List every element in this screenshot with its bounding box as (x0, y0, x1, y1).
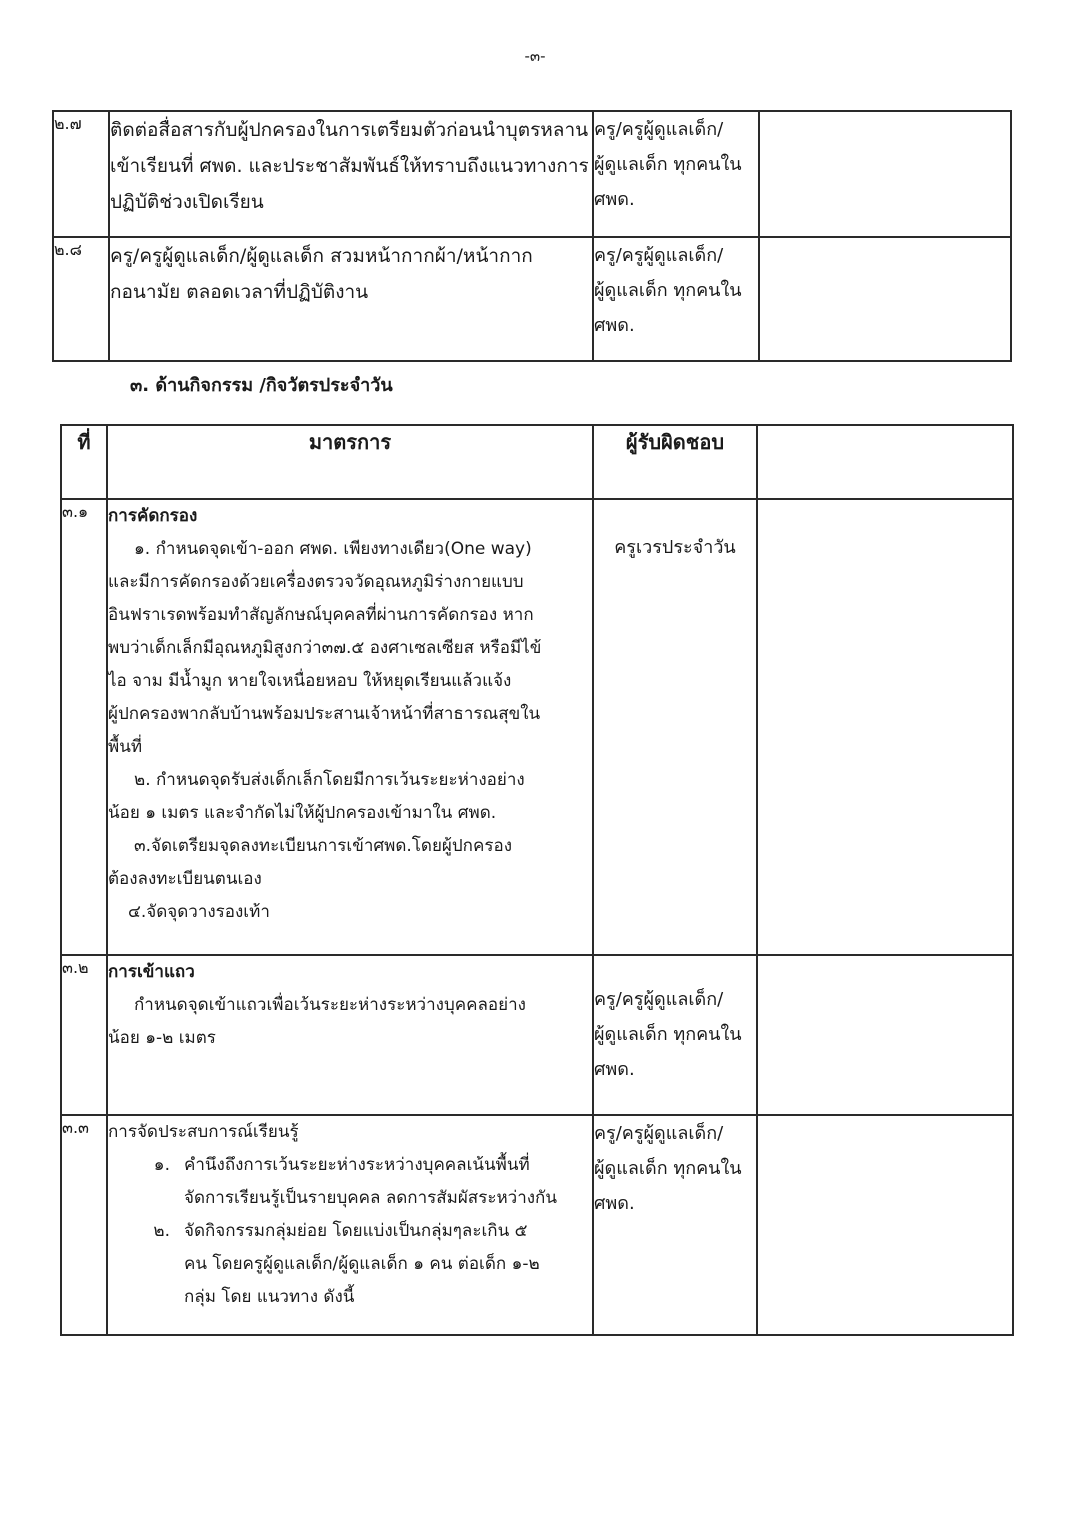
row-number: ๒.๗ (53, 111, 109, 237)
measure-line: น้อย ๑-๒ เมตร (108, 1028, 216, 1048)
measure-line: จัดการเรียนรู้เป็นรายบุคคล ลดการสัมผัสระหว่างกัน (184, 1188, 557, 1208)
responsible-line: ครู/ครูผู้ดูแลเด็ก/ (594, 1123, 724, 1144)
measure-line: กอนามัย ตลอดเวลาที่ปฏิบัติงาน (110, 281, 369, 303)
row-number: ๓.๓ (61, 1115, 107, 1335)
activity-measures-table (60, 424, 1014, 1336)
responsible-line: ศพด. (594, 315, 635, 336)
measure-line: พื้นที่ (108, 737, 143, 757)
list-marker: ๒. (153, 1221, 170, 1241)
list-item (108, 1215, 592, 1314)
responsible-line: ศพด. (594, 1193, 635, 1214)
measure-line: ๔.จัดจุดวางรองเท้า (128, 902, 270, 922)
measure-line: คำนึงถึงการเว้นระยะห่างระหว่างบุคคลเน้นพื้นที่ (184, 1155, 530, 1175)
measure-line: ๒. กำหนดจุดรับส่งเด็กเล็กโดยมีการเว้นระยะห่างอย่าง (134, 770, 525, 790)
measure-line: จัดกิจกรรมกลุ่มย่อย โดยแบ่งเป็นกลุ่มๆละเกิน ๕ (184, 1221, 528, 1241)
responsible-line: ศพด. (594, 1059, 635, 1080)
responsible-cell (593, 499, 757, 955)
measure-line: เข้าเรียนที่ ศพด. และประชาสัมพันธ์ให้ทราบถึงแนวทางการ (110, 155, 589, 177)
measure-cell (109, 237, 593, 361)
table-row (53, 237, 1011, 361)
responsible-line: ผู้ดูแลเด็ก ทุกคนใน (594, 154, 742, 175)
empty-cell (757, 1115, 1013, 1335)
section-title: ๓. ด้านกิจกรรม /กิจวัตรประจำวัน (130, 375, 393, 396)
measure-line: ปฏิบัติช่วงเปิดเรียน (110, 191, 264, 213)
table-row (61, 955, 1013, 1115)
row-number: ๒.๘ (53, 237, 109, 361)
measure-line: ครู/ครูผู้ดูแลเด็ก/ผู้ดูแลเด็ก สวมหน้ากากผ้า/หน้ากาก (110, 245, 533, 267)
measure-line: น้อย ๑ เมตร และจำกัดไม่ให้ผู้ปกครองเข้ามาใน ศพด. (108, 803, 497, 823)
measure-heading: การเข้าแถว (108, 962, 195, 982)
table-row (53, 111, 1011, 237)
measure-line: ต้องลงทะเบียนตนเอง (108, 869, 262, 889)
measure-line: พบว่าเด็กเล็กมีอุณหภูมิสูงกว่า๓๗.๕ องศาเซลเซียส หรือมีไข้ (108, 638, 542, 658)
measure-line: กำหนดจุดเข้าแถวเพื่อเว้นระยะห่างระหว่างบุคคลอย่าง (134, 995, 526, 1015)
measure-cell (107, 955, 593, 1115)
empty-cell (757, 425, 1013, 499)
responsible-line: ผู้ดูแลเด็ก ทุกคนใน (594, 1024, 742, 1045)
responsible-cell (593, 955, 757, 1115)
measure-cell (107, 1115, 593, 1335)
header-row (61, 425, 1013, 499)
empty-cell (759, 237, 1011, 361)
table-row (61, 1115, 1013, 1335)
measure-line: ไอ จาม มีน้ำมูก หายใจเหนื่อยหอบ ให้หยุดเรียนแล้วแจ้ง (108, 671, 512, 691)
responsible-line: ครู/ครูผู้ดูแลเด็ก/ (594, 245, 724, 266)
responsible-line: ศพด. (594, 189, 635, 210)
header-responsible: ผู้รับผิดชอบ (593, 425, 757, 499)
top-measures-table (52, 110, 1012, 362)
measure-line: ติดต่อสื่อสารกับผู้ปกครองในการเตรียมตัวก่อนนำบุตรหลาน (110, 119, 589, 141)
empty-cell (757, 499, 1013, 955)
measure-line: และมีการคัดกรองด้วยเครื่องตรวจวัดอุณหภูมิร่างกายแบบ (108, 572, 524, 592)
responsible-line: ผู้ดูแลเด็ก ทุกคนใน (594, 1158, 742, 1179)
page-number: -๓- (524, 47, 546, 65)
measure-cell (109, 111, 593, 237)
header-no: ที่ (61, 425, 107, 499)
measure-line: ๑. กำหนดจุดเข้า-ออก ศพด. เพียงทางเดียว(One way) (134, 539, 532, 559)
measure-line: ๓.จัดเตรียมจุดลงทะเบียนการเข้าศพด.โดยผู้ปกครอง (134, 836, 512, 856)
list-item (108, 1149, 592, 1215)
row-number: ๓.๑ (61, 499, 107, 955)
measure-heading: การจัดประสบการณ์เรียนรู้ (108, 1122, 299, 1142)
header-measure: มาตรการ (107, 425, 593, 499)
empty-cell (757, 955, 1013, 1115)
measure-line: คน โดยครูผู้ดูแลเด็ก/ผู้ดูแลเด็ก ๑ คน ต่อเด็ก ๑-๒ (184, 1254, 540, 1274)
empty-cell (759, 111, 1011, 237)
measure-heading: การคัดกรอง (108, 506, 198, 526)
measure-line: ผู้ปกครองพากลับบ้านพร้อมประสานเจ้าหน้าที่สาธารณสุขใน (108, 704, 541, 724)
responsible-cell (593, 111, 759, 237)
measure-line: กลุ่ม โดย แนวทาง ดังนี้ (184, 1287, 355, 1307)
table-row (61, 499, 1013, 955)
responsible-line: ครูเวรประจำวัน (614, 537, 736, 558)
responsible-cell (593, 237, 759, 361)
list-marker: ๑. (153, 1155, 170, 1175)
row-number: ๓.๒ (61, 955, 107, 1115)
measure-line: อินฟราเรดพร้อมทำสัญลักษณ์บุคคลที่ผ่านการคัดกรอง หาก (108, 605, 534, 625)
responsible-line: ครู/ครูผู้ดูแลเด็ก/ (594, 989, 724, 1010)
responsible-line: ครู/ครูผู้ดูแลเด็ก/ (594, 119, 724, 140)
measure-cell (107, 499, 593, 955)
responsible-line: ผู้ดูแลเด็ก ทุกคนใน (594, 280, 742, 301)
responsible-cell (593, 1115, 757, 1335)
